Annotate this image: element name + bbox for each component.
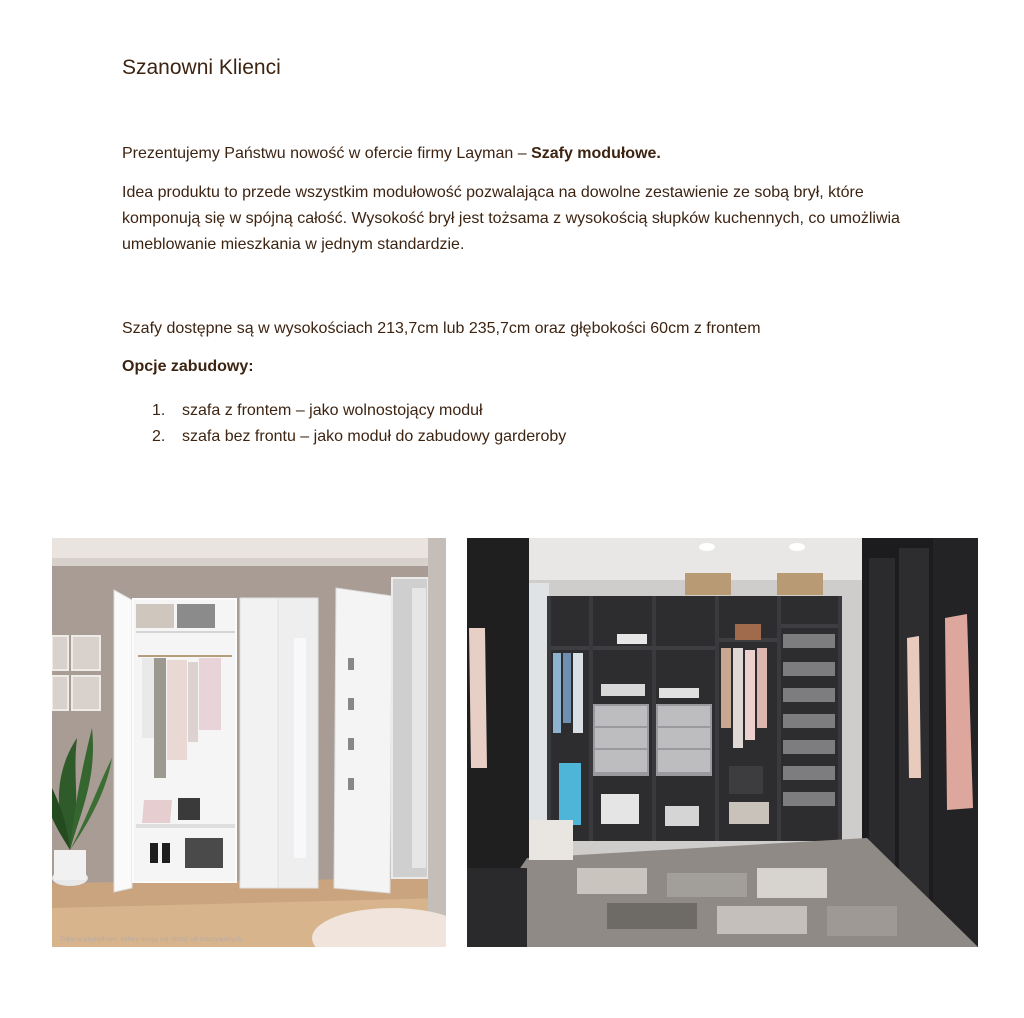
photo-caption: Zdjęcie poglądowe. Kolory mogą się różnić od rzeczywistych. [60,936,244,943]
list-item [122,424,566,450]
intro-paragraph [122,141,902,167]
walk-in-closet-illustration [467,538,978,947]
intro-text: Prezentujemy Państwu nowość w ofercie firmy Layman – [122,145,532,162]
product-name: Szafy modułowe. [531,145,661,162]
wardrobe-with-front-illustration [52,538,446,947]
list-item [122,398,566,424]
list-item-number: 2. [152,428,166,445]
walk-in-closet-photo [467,538,978,947]
list-item-number: 1. [152,402,166,419]
dimensions-paragraph: Szafy dostępne są w wysokościach 213,7cm lub 235,7cm oraz głębokości 60cm z frontem [122,320,761,337]
list-item-text: szafa bez frontu – jako moduł do zabudowy garderoby [182,428,567,445]
wardrobe-with-front-photo [52,538,446,947]
greeting-heading: Szanowni Klienci [122,56,281,79]
idea-paragraph: Idea produktu to przede wszystkim modułowość pozwalająca na dowolne zestawienie ze sobą brył, które komponują się w spójną całość. Wysokość brył jest tożsama z wysokością słupków kuchennych, co umożliwia umeblowanie mieszkania w jednym standardzie. [122,184,900,253]
list-item-text: szafa z frontem – jako wolnostojący moduł [182,402,483,419]
options-heading: Opcje zabudowy: [122,358,254,375]
options-list [122,398,566,450]
